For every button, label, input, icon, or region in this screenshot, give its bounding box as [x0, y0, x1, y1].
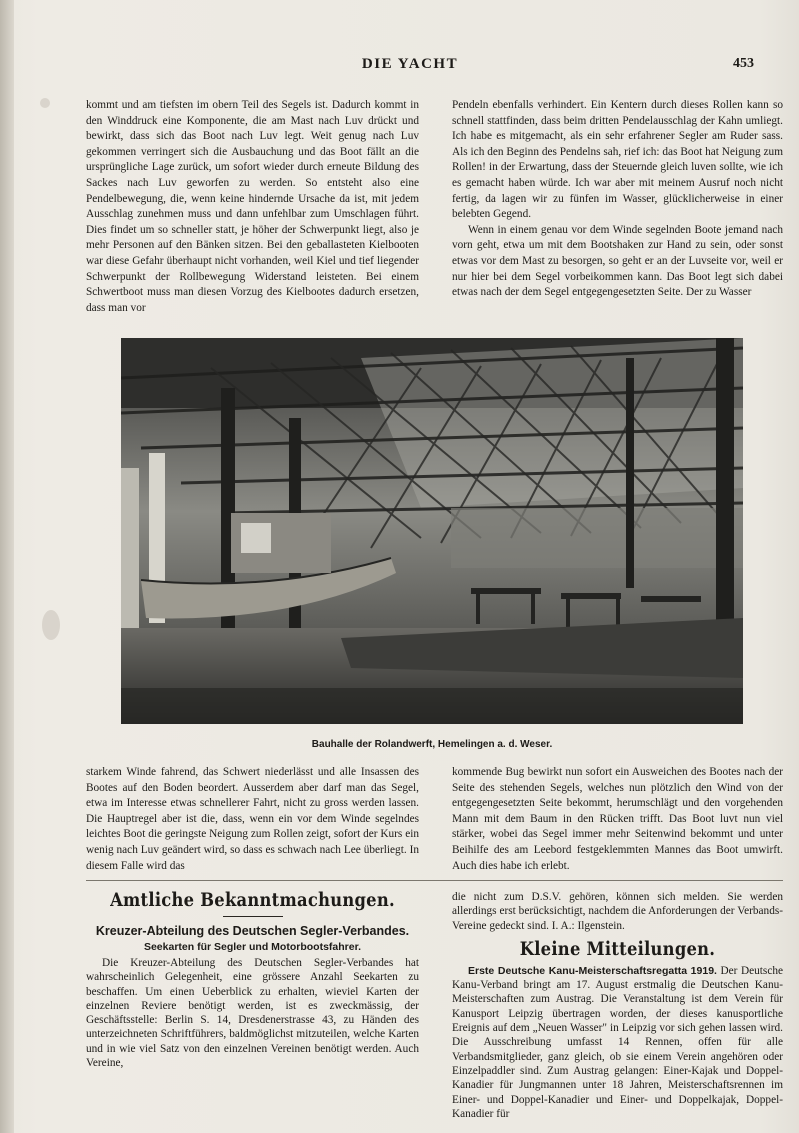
journal-title: DIE YACHT: [361, 56, 459, 72]
news-item-body: Der Deutsche Kanu-Verband bringt am 17. August erstmalig die Deutschen Kanu-Meisterschaften zum Austrag. Die Veranstaltung ist dem Verein für Kanusport Leipzig übertragen worden, der dieses kanusportliche Ereignis auf dem „Neuen Wasser" in Leipzig vor sich gehen lassen wird. Die Ausschreibung umfasst 14 Rennen, offen für alle Verbandsmitglieder, ganz gleich, ob sie einem Verein angehören oder Einzelpaddler sind. Zum Austrag gelangen: Einer-Kajak und Doppel-Kanadier für Jungmannen unter 18 Jahren, Meisterschaftsrennen im Einer- und Doppel-Kanadier und Einer- und Doppelkajak, Doppel-Kanadier für: [452, 964, 783, 1120]
shipyard-hall-photo: [121, 338, 743, 724]
short-news-heading: Kleine Mitteilungen.: [519, 937, 716, 960]
article-paragraph: starkem Winde fahrend, das Schwert niederlässt und alle Insassen des Bootes auf den Boden beordert. Ausserdem aber darf man das Segel, etwa im Interesse etwas schnellerer Fahrt, nicht zu gross werden lassen. Die Hauptregel aber ist die, dass, wenn ein vor dem Winde segelndes leichtes Boot die geringste Neigung zum Rollen zeigt, sofort der Kurs ein wenig nach Luv geändert wird, so dass es schwach nach Lee überliegt. In diesem Falle wird das: [86, 766, 419, 872]
article-column-top-right: [452, 98, 783, 324]
article-column-mid-left: [86, 765, 419, 877]
official-notices-column: [86, 888, 419, 1124]
notice-body: Die Kreuzer-Abteilung des Deutschen Segler-Verbandes hat wahrscheinlich Gelegenheit, eine grössere Anzahl Seekarten zu beschaffen. Um einen Ueberblick zu erhalten, wieviel Karten der einzelnen Reviere benötigt werden, ist es zweckmässig, der Geschäftsstelle: Berlin S. 14, Dresdenerstrasse 43, zu Händen des unterzeichneten Schriftführers, baldmöglichst mitzuteilen, welche Karten und in wie viel Satz von den einzelnen Vereinen benötigt werden. Auch Vereine,: [86, 957, 419, 1070]
running-header: [0, 56, 799, 78]
news-item: [452, 964, 783, 1121]
page-binding-edge: [0, 0, 14, 1133]
article-paragraph: kommende Bug bewirkt nun sofort ein Ausweichen des Bootes nach der Seite des stehenden Segels, welches nun plötzlich den Wind von der entgegengesetzten Seite bekommt, herumschlägt und den vorgehenden Mann mit dem Baum in den Rücken trifft. Das Boot luvt nun viel stärker, wobei das Segel immer mehr Seitenwind bekommt und unter Beihilfe des am Leebord festgeklemmten Mannes das Boot umwirft. Auch dies habe ich erlebt.: [452, 766, 783, 872]
paper-stain: [40, 98, 50, 108]
heading-divider: [223, 916, 283, 917]
article-paragraph: Pendeln ebenfalls verhindert. Ein Kentern durch dieses Rollen kann so schnell stattfinden, dass beim dritten Pendelausschlag der Kahn umliegt. Ich habe es mitgemacht, als ein sehr erfahrener Segler am Ruder sass. Als ich den Beginn des Pendelns sah, rief ich: das Boot hat Neigung zum Rollen! in der Erwartung, dass der Steuernde gleich luven sollte, wie ich es gemacht haben würde. Ich war aber mit meinem Ausruf noch nicht fertig, da lagen wir zu fünfen im Wasser, glücklicherweise in einer belebten Gegend.: [452, 99, 783, 221]
notice-topic-heading: Seekarten für Segler und Motorbootsfahrer.: [143, 941, 362, 953]
article-column-top-left: [86, 98, 419, 324]
short-news-column: [452, 890, 783, 1126]
article-paragraph: Wenn in einem genau vor dem Winde segelnden Boote jemand nach vorn geht, etwa um mit dem Bootshaken zur Hand zu sein, oder sonst etwas vor dem Mast zu besorgen, so geht er an der Luvseite vor, weil er nur hier bei dem Segel vorbeikommen kann. Das Boot legt sich dabei etwas nach der dem Segel entgegengesetzten Seite. Der zu Wasser: [452, 223, 783, 299]
page-number: 453: [733, 56, 754, 71]
news-item-title: Erste Deutsche Kanu-Meisterschaftsregatta 1919.: [468, 964, 717, 977]
notice-continuation: die nicht zum D.S.V. gehören, können sich melden. Sie werden allerdings erst berücksichtigt, nachdem die Anforderungen der Verbands-Vereine gedeckt sind. I. A.: Ilgenstein.: [452, 891, 783, 932]
article-paragraph: kommt und am tiefsten im obern Teil des Segels ist. Dadurch kommt in den Winddruck eine Komponente, die am Mast nach Luv drückt und bewirkt, dass sich das Boot nach Luv legt. Weit genug nach Luv gekommen verringert sich die Ausbauchung und das Boot fällt an die ursprüngliche Lage zurück, um sofort wieder durch erneute Bildung des Sackes nach Luv geworfen zu werden. So entsteht also eine Pendelbewegung, die, wenn keine hindernde Ursache da ist, mit jedem Ausschlag zunehmen muss und dann unfehlbar zum Umschlagen führt. Dies findet um so schneller statt, je höher der Schwerpunkt liegt, also je mehr Personen auf den Bänken sitzen. Bei den geballasteten Kielbooten war diese Gefahr überhaupt nicht vorhanden, weil Kiel und tief liegender Schwerpunkt der Rollbewegung Widerstand leisteten. Bei einem Schwertboot muss man diesen Vorzug des Kielbootes dadurch ersetzen, dass man vor: [86, 99, 419, 314]
article-column-mid-right: [452, 765, 783, 877]
notice-sub-heading: Kreuzer-Abteilung des Deutschen Segler-Verbandes.: [95, 924, 410, 938]
notices-heading: Amtliche Bekanntmachungen.: [110, 889, 395, 911]
photo-caption: Bauhalle der Rolandwerft, Hemelingen a. d. Weser.: [311, 739, 553, 750]
shipyard-hall-illustration: [121, 338, 743, 724]
section-divider: [86, 880, 783, 881]
paper-stain: [42, 610, 60, 640]
